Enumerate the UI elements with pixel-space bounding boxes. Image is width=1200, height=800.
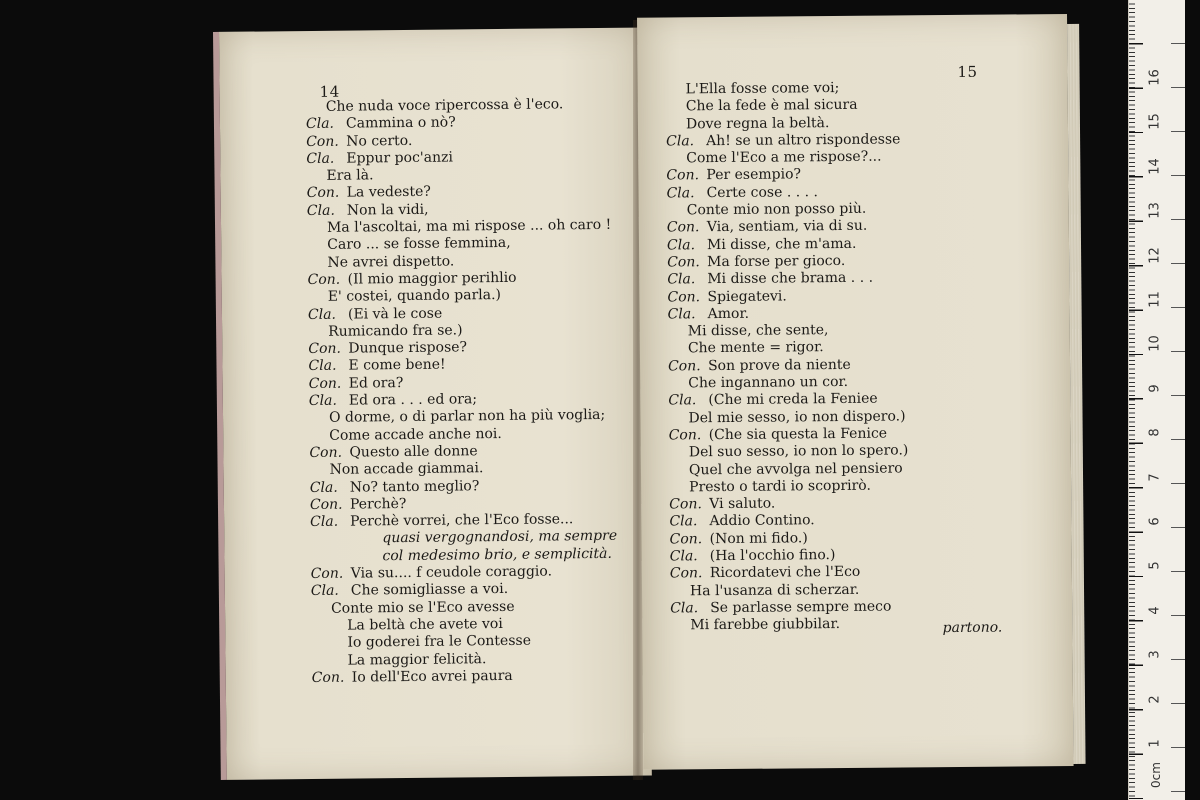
dialogue-text: Ha l'usanza di scherzar. <box>689 581 860 599</box>
dialogue-text: Io goderei fra le Contesse <box>347 632 532 651</box>
dialogue-text: (Ei và le cose <box>347 305 443 323</box>
dialogue-text: Io dell'Eco avrei paura <box>351 667 513 686</box>
speaker-label: Con. <box>306 133 339 150</box>
dialogue-text: Come l'Eco a me rispose?... <box>686 148 882 167</box>
dialogue-text: Perchè vorrei, che l'Eco fosse... <box>350 511 574 530</box>
ruler-number: 14 <box>1147 158 1163 175</box>
dialogue-text: Che la fede è mal sicura <box>685 97 858 115</box>
right-page-text <box>666 78 1031 635</box>
dialogue-text: (Il mio maggior perihlio <box>347 269 517 288</box>
dialogue-text: Del suo sesso, io non lo spero.) <box>688 442 909 461</box>
ruler-number: 4 <box>1147 606 1163 615</box>
dialogue-text: Via su.... f ceudole coraggio. <box>350 563 553 582</box>
ruler-number: 7 <box>1147 472 1163 482</box>
text-line <box>312 667 619 688</box>
exit-stage-direction: partono. <box>942 619 1003 637</box>
speaker-label: Cla. <box>668 392 697 409</box>
dialogue-text: Ma forse per gioco. <box>707 252 846 271</box>
dialogue-text: Ah! se un altro rispondesse <box>706 131 901 150</box>
dialogue-text: (Che sia questa la Fenice <box>708 425 888 444</box>
speaker-label: Cla. <box>666 185 695 202</box>
dialogue-text: O dorme, o di parlar non ha più voglia; <box>328 407 606 427</box>
measurement-ruler <box>1128 0 1185 800</box>
speaker-label: Con. <box>667 288 701 306</box>
ruler-number: 16 <box>1147 69 1163 86</box>
dialogue-text: Ma l'ascoltai, ma mi rispose ... oh caro ! <box>326 216 612 236</box>
dialogue-text: (Ha l'occhio fino.) <box>709 547 836 565</box>
dialogue-text: Spiegatevi. <box>707 288 787 305</box>
dialogue-text: No? tanto meglio? <box>349 477 480 496</box>
dialogue-text: E' costei, quando parla.) <box>327 287 502 306</box>
speaker-label: Con. <box>669 530 703 548</box>
ruler-number: 5 <box>1147 561 1163 571</box>
speaker-label: Con. <box>308 375 342 392</box>
dialogue-text: Questo alle donne <box>349 443 478 461</box>
stage-direction: col medesimo brio, e semplicità. <box>382 545 612 564</box>
speaker-label: Cla. <box>666 236 696 254</box>
dialogue-text: (Non mi fido.) <box>709 530 808 547</box>
stage-direction: quasi vergognandosi, ma sempre <box>382 528 618 547</box>
dialogue-text: Mi disse, che m'ama. <box>706 235 857 253</box>
speaker-label: Cla. <box>669 548 698 565</box>
ruler-number: 2 <box>1147 694 1163 704</box>
ruler-number: 11 <box>1147 291 1163 308</box>
speaker-label: Cla. <box>310 583 339 600</box>
dialogue-text: Dove regna la beltà. <box>685 114 830 132</box>
dialogue-text: Dunque rispose? <box>348 339 468 357</box>
dialogue-text: Rumicando fra se.) <box>328 322 463 340</box>
speaker-label: Cla. <box>306 150 335 167</box>
ruler-edge-ticks <box>1171 0 1185 800</box>
dialogue-text: Vi saluto. <box>709 495 776 513</box>
dialogue-text: Non la vidi, <box>346 201 429 219</box>
ruler-number: 3 <box>1147 650 1163 659</box>
speaker-label: Cla. <box>309 479 338 496</box>
dialogue-text: Che somigliasse a voi. <box>350 581 509 599</box>
dialogue-text: Eppur poc'anzi <box>346 149 454 167</box>
dialogue-text: Son prove da niente <box>707 356 851 374</box>
speaker-label: Con. <box>311 669 345 686</box>
dialogue-text: Quel che avvolga nel pensiero <box>688 459 903 478</box>
dialogue-text: Caro ... se fosse femmina, <box>327 235 511 254</box>
speaker-label: Cla. <box>669 513 698 530</box>
speaker-label: Cla. <box>310 513 339 531</box>
speaker-label: Con. <box>669 496 702 513</box>
dialogue-text: La vedeste? <box>346 184 431 202</box>
dialogue-text: Se parlasse sempre meco <box>710 598 892 617</box>
left-page-text <box>306 96 619 687</box>
dialogue-text: La maggior felicità. <box>347 650 487 669</box>
ruler-unit-label: 0cm <box>1148 762 1163 788</box>
speaker-label: Con. <box>668 427 702 444</box>
dialogue-text: Ne avrei dispetto. <box>327 253 455 271</box>
dialogue-text: Non accade giammai. <box>329 460 484 479</box>
dialogue-text: E come bene! <box>348 357 446 375</box>
dialogue-text: (Che mi creda la Feniee <box>708 391 878 409</box>
ruler-number: 15 <box>1147 113 1163 131</box>
ruler-number: 10 <box>1147 335 1163 353</box>
dialogue-text: Ed ora? <box>348 374 404 392</box>
dialogue-text: Via, sentiam, via di su. <box>706 218 868 236</box>
dialogue-text: L'Ella fosse come voi; <box>685 79 840 98</box>
speaker-label: Cla. <box>670 600 699 617</box>
dialogue-text: Perchè? <box>349 495 407 513</box>
ruler-number: 6 <box>1147 517 1163 526</box>
dialogue-text: Che nuda voce ripercossa è l'eco. <box>325 96 564 115</box>
speaker-label: Con. <box>669 565 703 582</box>
dialogue-text: Presto o tardi io scoprirò. <box>689 477 871 496</box>
speaker-label: Cla. <box>307 306 337 323</box>
dialogue-text: Del mie sesso, io non dispero.) <box>688 408 906 426</box>
ruler-number: 9 <box>1147 384 1163 393</box>
right-page <box>637 14 1074 770</box>
speaker-label: Con. <box>309 444 343 461</box>
dialogue-text: Che mente = rigor. <box>687 339 824 357</box>
dialogue-text: Ricordatevi che l'Eco <box>709 564 861 582</box>
dialogue-text: Mi disse che brama . . . <box>707 269 874 288</box>
ruler-number: 1 <box>1147 739 1163 748</box>
open-book <box>205 14 1080 778</box>
left-page <box>213 27 652 779</box>
speaker-label: Con. <box>667 254 700 271</box>
dialogue-text: Addio Contino. <box>709 512 815 530</box>
speaker-label: Con. <box>667 357 701 375</box>
ruler-number: 13 <box>1147 202 1163 219</box>
dialogue-text: Cammina o nò? <box>345 114 456 132</box>
dialogue-text: Conte mio non posso più. <box>686 200 867 219</box>
speaker-label: Cla. <box>308 358 337 375</box>
dialogue-text: Certe cose . . . . <box>706 183 819 201</box>
speaker-label: Cla. <box>306 202 335 219</box>
ruler-number: 12 <box>1147 246 1163 264</box>
dialogue-text: Era là. <box>326 167 374 185</box>
page-edges <box>1067 24 1085 764</box>
dialogue-text: Mi disse, che sente, <box>687 322 829 340</box>
speaker-label: Con. <box>310 565 344 583</box>
dialogue-text: La beltà che avete voi <box>347 615 503 634</box>
speaker-label: Cla. <box>666 133 695 150</box>
speaker-label: Cla. <box>308 392 337 410</box>
dialogue-text: No certo. <box>346 132 413 150</box>
ruler-number: 8 <box>1147 428 1163 437</box>
speaker-label: Con. <box>309 496 343 513</box>
left-page-number: 14 <box>319 82 340 101</box>
dialogue-text: Conte mio se l'Eco avesse <box>330 598 515 617</box>
dialogue-text: Come accade anche noi. <box>329 425 502 444</box>
dialogue-text: Ed ora . . . ed ora; <box>348 391 478 409</box>
dialogue-text: Mi farebbe giubbilar. <box>690 616 841 634</box>
speaker-label: Con. <box>308 340 342 358</box>
speaker-label: Cla. <box>667 306 696 323</box>
ruler-major-ticks <box>1129 0 1143 800</box>
speaker-label: Con. <box>306 185 340 202</box>
speaker-label: Con. <box>666 219 700 236</box>
speaker-label: Con. <box>307 271 341 288</box>
speaker-label: Con. <box>666 167 700 184</box>
speaker-label: Cla. <box>667 271 696 288</box>
speaker-label: Cla. <box>305 116 335 133</box>
dialogue-text: Che ingannano un cor. <box>688 373 849 392</box>
right-page-number: 15 <box>957 62 978 81</box>
dialogue-text: Per esempio? <box>706 166 802 184</box>
dialogue-text: Amor. <box>707 305 750 323</box>
